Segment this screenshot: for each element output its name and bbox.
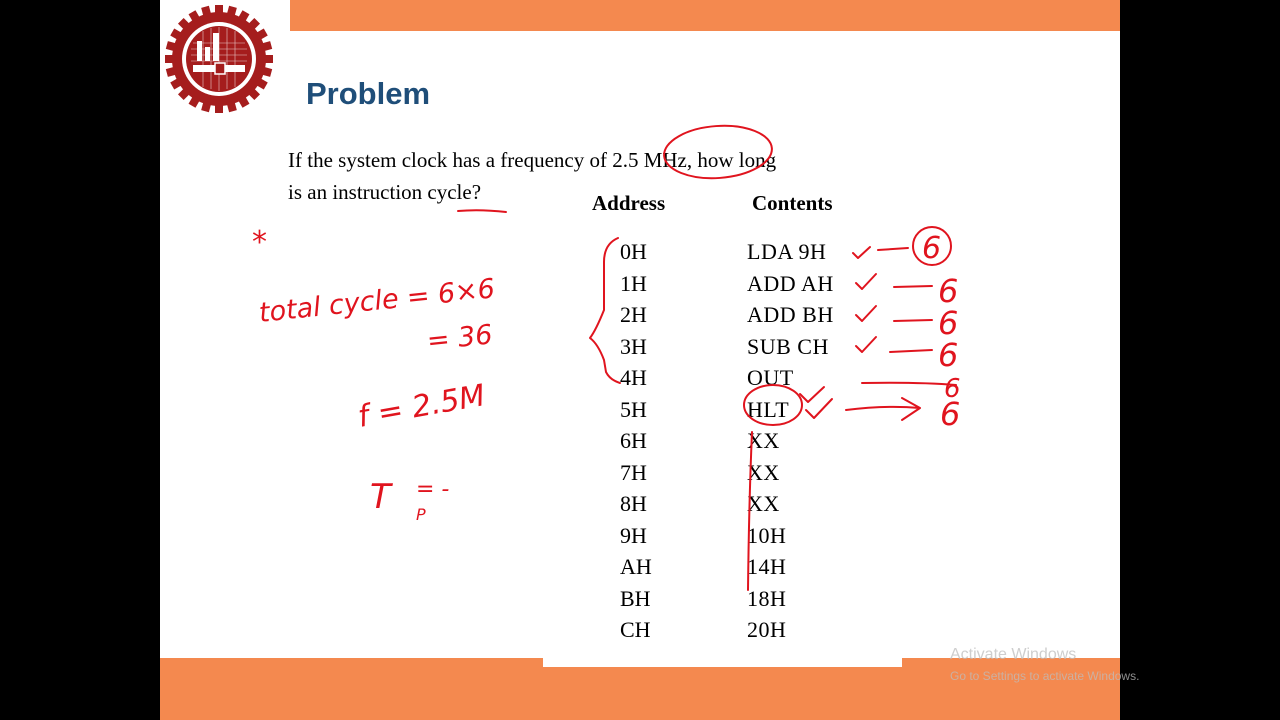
cycle-count-0: 6 bbox=[922, 231, 942, 266]
question-line-1: If the system clock has a frequency of 2.5 MHz, how long bbox=[288, 148, 777, 172]
address-cell: 5H bbox=[620, 396, 647, 422]
contents-cell: 20H bbox=[747, 617, 787, 642]
cycle-count-5: 6 bbox=[940, 395, 961, 433]
period-eq-note: = - bbox=[416, 477, 450, 502]
address-column-header: Address bbox=[592, 191, 666, 215]
frequency-note: f = 2.5M bbox=[355, 378, 488, 435]
address-cell: 8H bbox=[620, 491, 647, 516]
period-sub-note: P bbox=[416, 505, 426, 524]
bottom-bar-gap bbox=[543, 658, 902, 667]
address-cell: 3H bbox=[620, 333, 647, 359]
cycle-count-2: 6 bbox=[938, 304, 959, 342]
cycle-count-1: 6 bbox=[938, 272, 959, 310]
address-cell: 7H bbox=[620, 459, 647, 485]
watermark-line-1: Activate Windows bbox=[950, 646, 1077, 663]
contents-cell: XX bbox=[747, 428, 780, 453]
contents-cell: HLT bbox=[747, 396, 790, 422]
contents-cell: XX bbox=[747, 459, 780, 485]
contents-cell: 18H bbox=[747, 585, 787, 611]
contents-cell: 14H bbox=[747, 554, 787, 579]
cycle-count-4: 6 bbox=[944, 374, 961, 404]
slide-title: Problem bbox=[306, 76, 431, 111]
address-cell: 9H bbox=[620, 522, 647, 548]
contents-cell: 10H bbox=[747, 522, 787, 548]
address-cell: 4H bbox=[620, 365, 647, 390]
cycle-underline bbox=[458, 210, 506, 212]
address-cell: 1H bbox=[620, 270, 647, 296]
contents-cell: ADD BH bbox=[747, 302, 834, 327]
address-cell: 2H bbox=[620, 302, 647, 327]
address-cell: BH bbox=[620, 585, 651, 611]
contents-cell: LDA 9H bbox=[747, 239, 827, 264]
total-result-note: = 36 bbox=[425, 319, 494, 357]
address-cell: AH bbox=[620, 554, 652, 579]
cycle-count-3: 6 bbox=[938, 336, 959, 374]
star-note: * bbox=[252, 225, 267, 260]
university-logo bbox=[163, 3, 275, 115]
contents-cell: SUB CH bbox=[747, 333, 829, 359]
slide bbox=[160, 0, 1140, 720]
total-cycle-note: total cycle = 6×6 bbox=[257, 273, 497, 329]
contents-column-header: Contents bbox=[752, 191, 833, 215]
question-line-2: is an instruction cycle? bbox=[288, 180, 482, 204]
contents-cell: XX bbox=[747, 491, 780, 516]
contents-cell: OUT bbox=[747, 365, 794, 390]
period-note: T bbox=[370, 477, 391, 517]
address-cell: 0H bbox=[620, 239, 647, 264]
address-cell: CH bbox=[620, 617, 651, 642]
top-accent-bar bbox=[290, 0, 1120, 31]
bottom-accent-bar bbox=[160, 658, 1120, 720]
watermark-line-2: Go to Settings to activate Windows. bbox=[950, 669, 1140, 683]
count-circle-0 bbox=[913, 227, 951, 265]
contents-cell: ADD AH bbox=[747, 270, 834, 296]
program-brace bbox=[590, 238, 620, 383]
address-cell: 6H bbox=[620, 428, 647, 453]
